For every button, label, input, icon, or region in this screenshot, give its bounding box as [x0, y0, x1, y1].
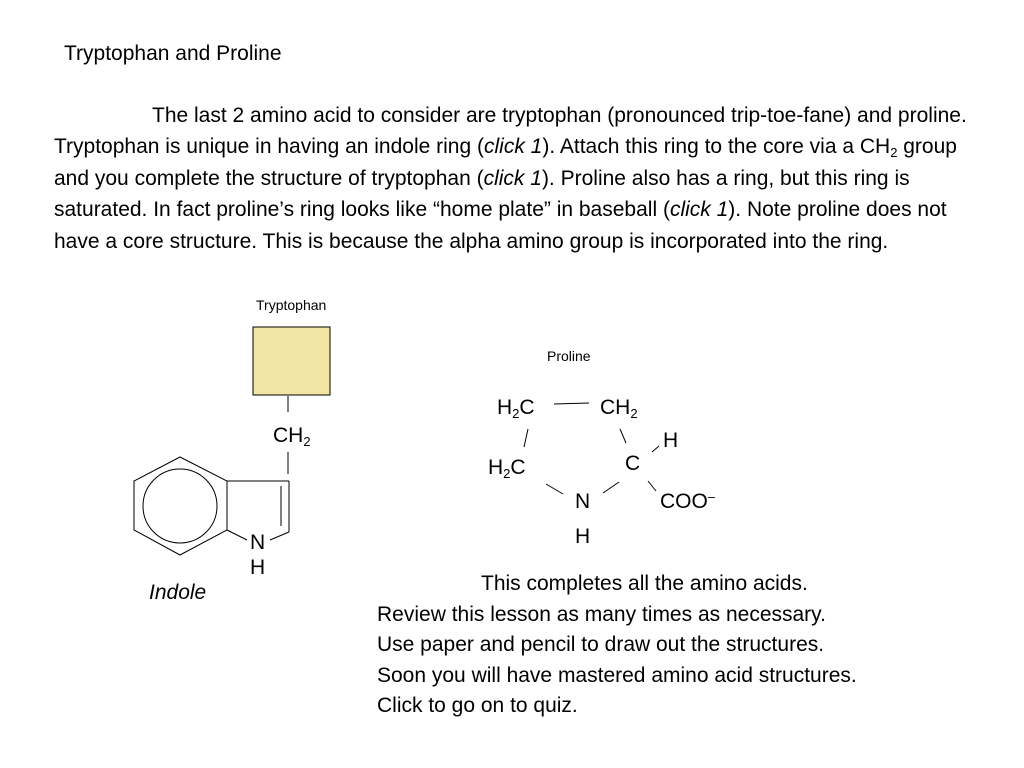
proline-bond-lower-left	[546, 484, 563, 494]
indole-label: Indole	[149, 581, 207, 604]
proline-bond-coo	[648, 481, 656, 491]
ch2-subscript: 2	[303, 434, 311, 449]
closing-line-2: Review this lesson as many times as necessary.	[377, 602, 826, 626]
closing-line-4: Soon you will have mastered amino acid structures.	[377, 663, 857, 687]
proline-h2c-left	[488, 456, 526, 480]
proline-bond-h	[652, 446, 659, 452]
h2c-left-c: C	[510, 456, 526, 479]
paragraph-text-5: ). Note proline does not have a core structure. This is because the alpha amino group is incorporated into the ring.	[54, 198, 947, 253]
paragraph-text-4: ). Proline also has a ring, but this ring is saturated. In fact proline’s ring looks like “home plate” in baseball (	[54, 166, 910, 222]
slide-title: Tryptophan and Proline	[64, 42, 282, 65]
click-cue-1: click 1	[484, 135, 543, 159]
paragraph-text-1: The last 2 amino acid to consider are tryptophan (pronounced trip-toe-fane) and proline. Tryptophan is unique in having an indole ring (	[54, 104, 967, 159]
click-cue-3: click 1	[669, 198, 729, 222]
h2c-top-sub: 2	[512, 406, 520, 421]
ch2-text: CH	[273, 424, 304, 447]
h2c-left-h: H	[488, 456, 504, 479]
aromatic-circle	[143, 469, 217, 543]
tryptophan-label: Tryptophan	[256, 297, 327, 313]
proline-h-bottom: H	[575, 525, 591, 548]
proline-bond-right	[620, 429, 626, 443]
proline-alpha-c: C	[625, 452, 641, 475]
proline-bond-left	[524, 429, 528, 447]
proline-coo	[660, 490, 715, 514]
coo-text: COO	[660, 490, 708, 513]
closing-line-3: Use paper and pencil to draw out the structures.	[377, 633, 825, 656]
closing-line-5[interactable]: Click to go on to quiz.	[377, 694, 578, 717]
indole-h: H	[250, 556, 266, 579]
proline-label: Proline	[547, 348, 591, 364]
subscript-2: 2	[890, 145, 898, 161]
h2c-left-sub: 2	[503, 466, 511, 481]
h2c-top-c: C	[519, 396, 535, 419]
proline-bond-lower-right	[603, 482, 619, 493]
paragraph-text-3: group and you complete the structure of tryptophan (	[54, 135, 957, 190]
ch2-top-sub: 2	[630, 406, 638, 421]
proline-ch2-top	[600, 396, 638, 420]
indole-n: N	[250, 531, 266, 554]
tryptophan-ch2	[273, 424, 311, 448]
closing-text	[377, 569, 997, 722]
h2c-top-h: H	[497, 396, 513, 419]
indole-bond-nc	[227, 530, 247, 540]
core-structure-box	[253, 327, 330, 395]
proline-bond-top	[554, 403, 589, 404]
proline-h2c-top	[497, 396, 535, 420]
ch2-top-text: CH	[600, 396, 631, 419]
closing-line-1: This completes all the amino acids.	[481, 572, 808, 595]
indole-bond-cn	[270, 532, 289, 540]
coo-charge: –	[707, 489, 716, 504]
proline-h-right: H	[663, 429, 679, 452]
click-cue-2: click 1	[483, 166, 542, 190]
proline-n: N	[575, 490, 591, 513]
benzene-ring	[134, 457, 227, 555]
paragraph-text-2: ). Attach this ring to the core via a CH	[542, 135, 891, 159]
